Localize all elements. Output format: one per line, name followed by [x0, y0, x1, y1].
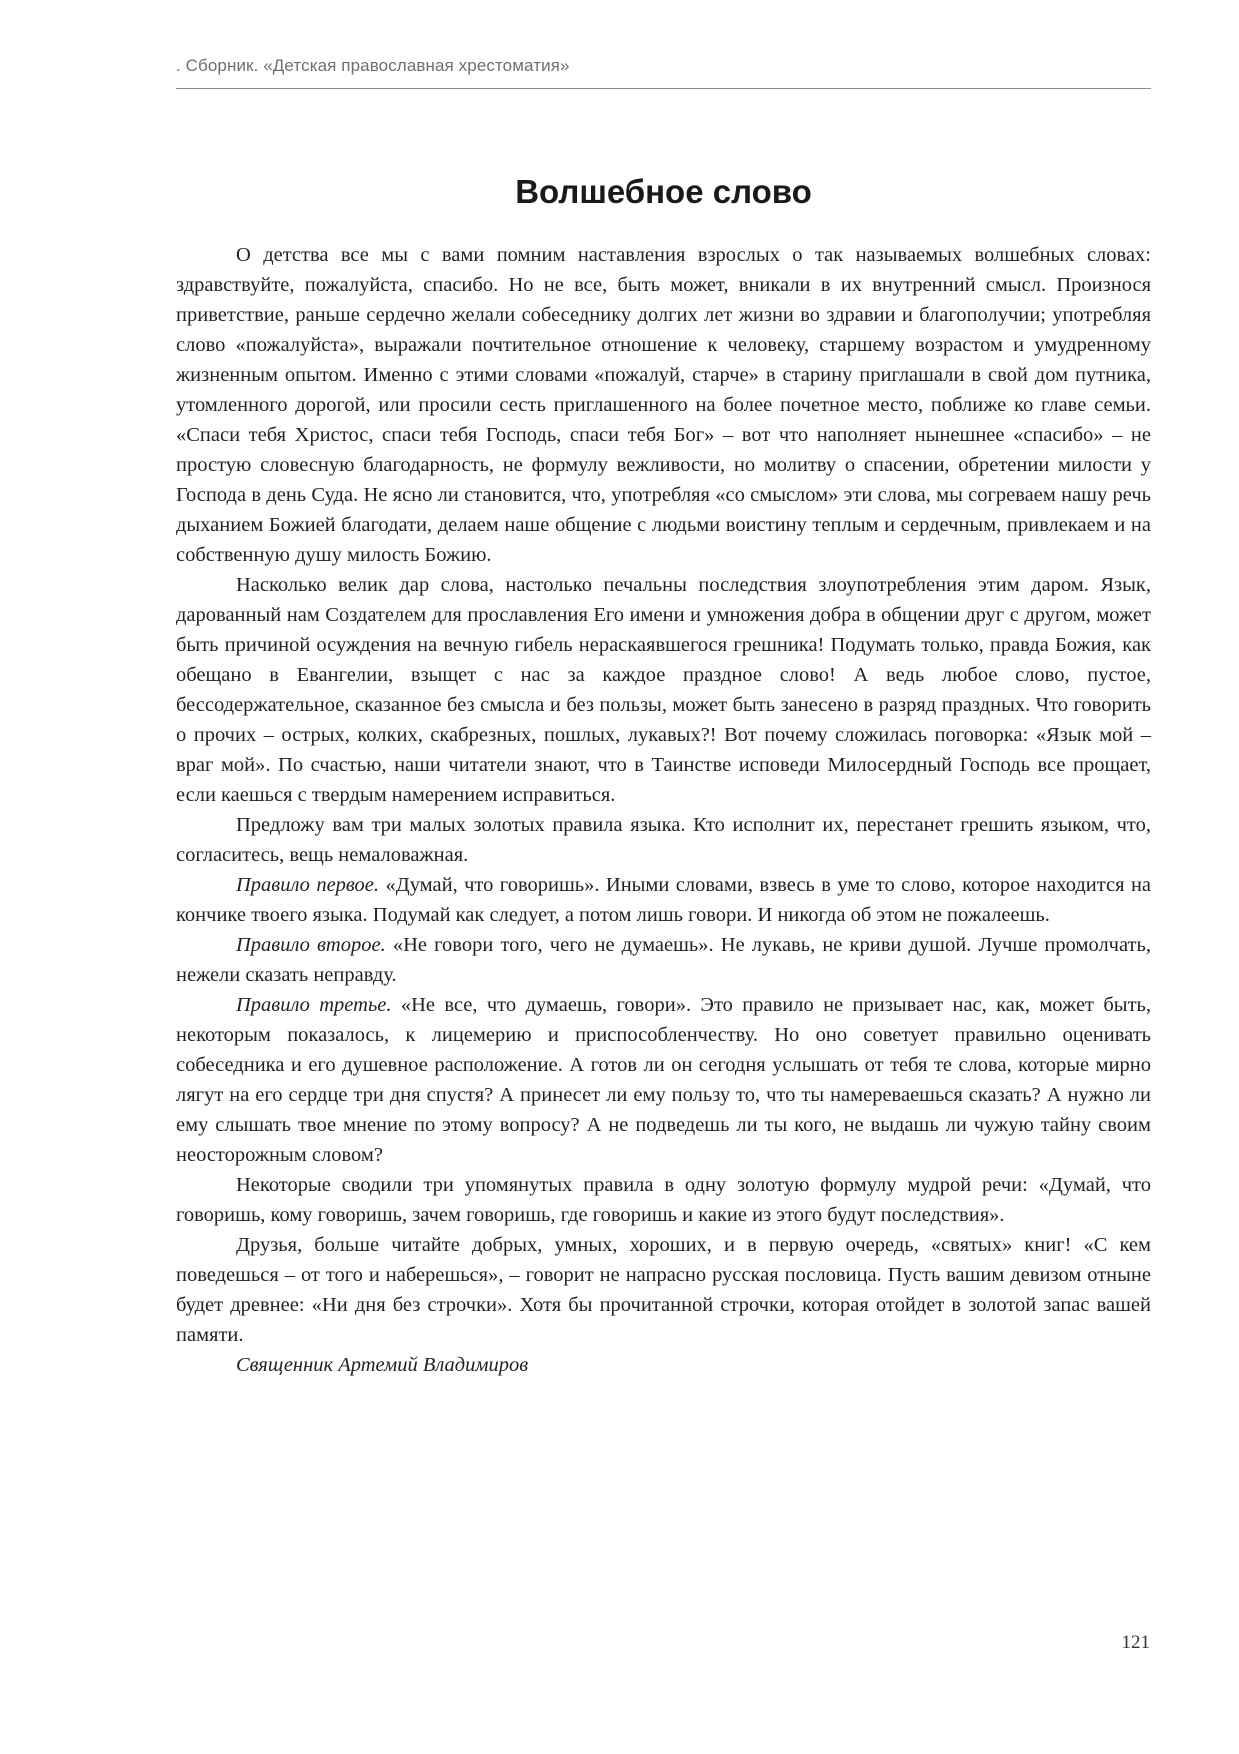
paragraph-golden-formula: Некоторые сводили три упомянутых правила в одну золотую формулу мудрой речи: «Думай, что говоришь, кому говоришь, зачем говоришь, где говоришь и какие из этого будут последствия».	[176, 1174, 1151, 1226]
paragraph-rule-three	[176, 990, 1151, 1170]
rule-three-label: Правило третье.	[236, 994, 392, 1016]
paragraph-three-rules: Предложу вам три малых золотых правила языка. Кто исполнит их, перестанет грешить языком, что, согласитесь, вещь немаловажная.	[176, 814, 1151, 866]
rule-one-label: Правило первое.	[236, 874, 380, 896]
running-header: . Сборник. «Детская православная хрестоматия»	[176, 56, 570, 75]
paragraph-read-books: Друзья, больше читайте добрых, умных, хороших, и в первую очередь, «святых» книг! «С кем поведешься – от того и наберешься», – говорит не напрасно русская пословица. Пусть вашим девизом отныне будет древнее: «Ни дня без строчки». Хотя бы прочитанной строчки, которая отойдет в золотой запас вашей памяти.	[176, 1234, 1151, 1346]
paragraph-intro: О детства все мы с вами помним наставления взрослых о так называемых волшебных словах: здравствуйте, пожалуйста, спасибо. Но не все, быть может, вникали в их внутренний смысл. Произнося приветствие, раньше сердечно желали собеседнику долгих лет жизни во здравии и благополучии; употребляя слово «пожалуйста», выражали почтительное отношение к человеку, старшему возрастом и умудренному жизненным опытом. Именно с этими словами «пожалуй, старче» в старину приглашали в свой дом путника, утомленного дорогой, или просили сесть приглашенного на более почетное место, поближе ко главе семьи. «Спаси тебя Христос, спаси тебя Господь, спаси тебя Бог» – вот что наполняет нынешнее «спасибо» – не простую словесную благодарность, не формулу вежливости, но молитву о спасении, обретении милости у Господа в день Суда. Не ясно ли становится, что, употребляя «со смыслом» эти слова, мы согреваем нашу речь дыханием Божией благодати, делаем наше общение с людьми воистину теплым и сердечным, привлекаем и на собственную душу милость Божию.	[176, 244, 1151, 566]
paragraph-gift-of-speech: Насколько велик дар слова, настолько печальны последствия злоупотребления этим даром. Язык, дарованный нам Создателем для прославления Его имени и умножения добра в общении друг с другом, может быть причиной осуждения на вечную гибель нераскаявшегося грешника! Подумать только, правда Божия, как обещано в Евангелии, взыщет с нас за каждое праздное слово! А ведь любое слово, пустое, бессодержательное, сказанное без смысла и без пользы, может быть занесено в разряд праздных. Что говорить о прочих – острых, колких, скабрезных, пошлых, лукавых?! Вот почему сложилась поговорка: «Язык мой – враг мой». По счастью, наши читатели знают, что в Таинстве исповеди Милосердный Господь все прощает, если каешься с твердым намерением исправиться.	[176, 574, 1151, 806]
author-signature: Священник Артемий Владимиров	[236, 1354, 529, 1376]
rule-one-text: «Думай, что говоришь». Иными словами, взвесь в уме то слово, которое находится на кончике твоего языка. Подумай как следует, а потом лишь говори. И никогда об этом не пожалеешь.	[176, 874, 1152, 926]
header-divider	[176, 88, 1151, 89]
rule-three-text: «Не все, что думаешь, говори». Это правило не призывает нас, как, может быть, некоторым показалось, к лицемерию и приспособленчеству. Но оно советует правильно оценивать собеседника и его душевное расположение. А готов ли он сегодня услышать от тебя те слова, которые мирно лягут на его сердце три дня спустя? А принесет ли ему пользу то, что ты намереваешься сказать? А нужно ли ему слышать твое мнение по этому вопросу? А не подведешь ли ты кого, не выдашь ли чужую тайну своим неосторожным словом?	[176, 994, 1151, 1166]
paragraph-rule-one	[176, 870, 1151, 930]
paragraph-rule-two	[176, 930, 1151, 990]
rule-two-text: «Не говори того, чего не думаешь». Не лукавь, не криви душой. Лучше промолчать, нежели сказать неправду.	[176, 934, 1151, 986]
rule-two-label: Правило второе.	[236, 934, 386, 956]
article-title: Волшебное слово	[515, 173, 812, 210]
page-number: 121	[1121, 1632, 1150, 1653]
article-body	[176, 240, 1151, 1380]
